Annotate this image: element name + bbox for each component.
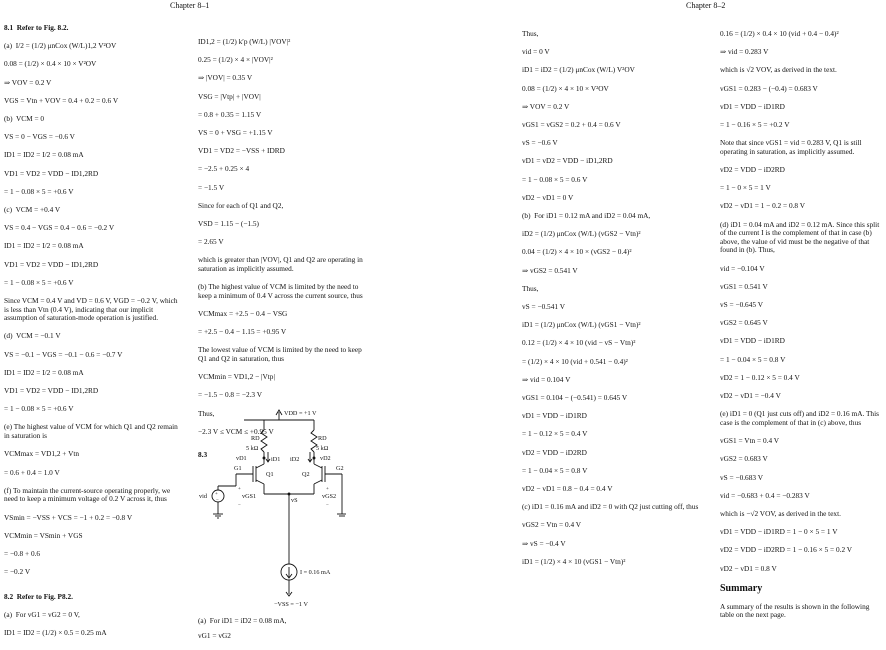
equation-line: ⇒ VOV = 0.2 V [4, 77, 52, 87]
text-paragraph: A summary of the results is shown in the following table on the next page. [720, 601, 870, 620]
vd2-label: vD2 [320, 455, 331, 462]
id2-label: iD2 [290, 456, 300, 463]
svg-text:−: − [326, 503, 329, 508]
equation-line: (a) For iD1 = iD2 = 0.08 mA, [198, 616, 287, 625]
equation-line: = 1 − 0.08 × 5 = +0.6 V [4, 277, 74, 287]
equation-line: vD2 − vD1 = 0.8 V [720, 563, 777, 573]
svg-text:−: − [216, 498, 219, 503]
g2-label: G2 [336, 465, 344, 472]
text-paragraph: (b) The highest value of VCM is limited by the need to keep a minimum of 0.4 V across the current source, thus [198, 282, 363, 300]
column-3 [522, 30, 702, 576]
equation-line: = +2.5 − 0.4 − 1.15 = +0.95 V [198, 327, 287, 337]
equation-line: which is √2 VOV, as derived in the text. [720, 65, 837, 75]
equation-line: VD1 = VD2 = VDD − ID1,2RD [4, 168, 99, 178]
equation-line: VS = 0.4 − VGS = 0.4 − 0.6 = −0.2 V [4, 223, 115, 233]
text-paragraph: (e) iD1 = 0 (Q1 just cuts off) and iD2 = 0.16 mA. This case is the complement of that in (c) above, thus [720, 409, 879, 427]
equation-line: vGS1 = vGS2 = 0.2 + 0.4 = 0.6 V [522, 120, 621, 130]
equation-line: VSG = |Vtp| + |VOV| [198, 91, 261, 101]
section-8-1-heading: 8.1 Refer to Fig. 8.2. [4, 23, 69, 32]
equation-line: VS = 0 + VSG = +1.15 V [198, 128, 273, 138]
svg-text:+: + [215, 492, 218, 497]
equation-line: vGS2 = Vtn = 0.4 V [522, 520, 582, 530]
differential-pair-circuit [196, 402, 346, 612]
equation-line: ID1 = ID2 = I/2 = 0.08 mA [4, 150, 84, 160]
equation-line: VCMmin = VD1,2 − |Vtp| [198, 372, 275, 382]
equation-line: VD1 = VD2 = VDD − ID1,2RD [4, 259, 99, 269]
equation-line: = 0.8 + 0.35 = 1.15 V [198, 109, 262, 119]
svg-text:+: + [238, 487, 241, 492]
equation-line: = 2.65 V [198, 237, 224, 247]
equation-line: VD1 = VD2 = VDD − ID1,2RD [4, 386, 99, 396]
equation-line: (b) VCM = 0 [4, 114, 45, 124]
equation-line: VCMmax = +2.5 − 0.4 − VSG [198, 309, 288, 319]
text-paragraph: (e) The highest value of VCM for which Q1 and Q2 remain in saturation is [4, 422, 178, 441]
equation-line: (a) I/2 = (1/2) μnCox (W/L)1,2 V²OV [4, 41, 117, 51]
rd-left-label: RD [251, 435, 260, 442]
id1-label: iD1 [271, 456, 281, 463]
equation-line: vD2 − vD1 = 1 − 0.2 = 0.8 V [720, 201, 806, 211]
equation-line: vGS1 = 0.283 − (−0.4) = 0.683 V [720, 83, 818, 93]
equation-line: −2.3 V ≤ VCM ≤ +0.95 V [198, 426, 274, 436]
equation-line: (a) For vG1 = vG2 = 0 V, [4, 609, 80, 619]
equation-line: = 1 − 0.04 × 5 = 0.8 V [720, 354, 786, 364]
text-paragraph: (f) To maintain the current-source operating properly, we need to keep a minimum voltage of 0.2 V across it, thus [4, 485, 171, 504]
equation-line: vid = −0.104 V [720, 263, 765, 273]
equation-line: vGS1 = Vtn = 0.4 V [720, 436, 780, 446]
equation-line: iD2 = (1/2) μnCox (W/L) (vGS2 − Vtn)² [522, 229, 641, 239]
text-paragraph: (c) iD1 = 0.16 mA and iD2 = 0 with Q2 just cutting off, thus [522, 502, 699, 512]
equation-line: = 0.6 + 0.4 = 1.0 V [4, 467, 60, 477]
equation-line: vid = −0.683 + 0.4 = −0.283 V [720, 490, 810, 500]
equation-line: vD1 = vD2 = VDD − iD1,2RD [522, 156, 613, 166]
equation-line: vD2 = VDD − iD2RD = 1 − 0.16 × 5 = 0.2 V [720, 545, 853, 555]
equation-line: = −1.5 − 0.8 = −2.3 V [198, 390, 263, 400]
equation-line: ⇒ |VOV| = 0.35 V [198, 73, 253, 83]
equation-line: vS = −0.645 V [720, 300, 763, 310]
equation-line: vD1 = VDD − iD1RD = 1 − 0 × 5 = 1 V [720, 527, 838, 537]
equation-line: = −2.5 + 0.25 × 4 [198, 164, 250, 174]
equation-line: which is −√2 VOV, as derived in the text. [720, 508, 841, 518]
equation-line: ID1 = ID2 = (1/2) × 0.5 = 0.25 mA [4, 628, 107, 638]
vgs2-label: vGS2 [322, 493, 337, 500]
vid-label: vid [199, 493, 207, 500]
text-paragraph: Note that since vGS1 = vid = 0.283 V, Q1 is still operating in saturation, as implicitly assumed. [720, 138, 862, 156]
equation-line: vD2 = VDD − iD2RD [720, 165, 785, 175]
vd1-label: vD1 [236, 455, 247, 462]
equation-line: iD1 = iD2 = (1/2) μnCox (W/L) V²OV [522, 65, 635, 75]
equation-line: VS = 0 − VGS = −0.6 V [4, 132, 75, 142]
equation-line: VCMmax = VD1,2 + Vtn [4, 449, 80, 459]
r-right-value: 5 kΩ [316, 445, 329, 452]
column-4 [720, 30, 882, 629]
equation-line: Thus, [198, 408, 215, 418]
equation-line: = 1 − 0.12 × 5 = 0.4 V [522, 429, 588, 439]
equation-line: ⇒ vid = 0.104 V [522, 374, 571, 384]
equation-line: iD1 = (1/2) μnCox (W/L) (vGS1 − Vtn)² [522, 320, 641, 330]
equation-line: vD2 = VDD − iD2RD [522, 447, 587, 457]
equation-line: 0.04 = (1/2) × 4 × 10 × (vGS2 − 0.4)² [522, 247, 632, 257]
equation-line: VCMmin = VSmin + VGS [4, 530, 83, 540]
equation-line: vD2 − vD1 = −0.4 V [720, 391, 781, 401]
equation-line: ⇒ vGS2 = 0.541 V [522, 265, 578, 275]
equation-line: (c) VCM = +0.4 V [4, 205, 61, 215]
column-1 [4, 24, 182, 647]
equation-line: 0.08 = (1/2) × 4 × 10 × V²OV [522, 83, 609, 93]
equation-line: = 1 − 0.16 × 5 = +0.2 V [720, 120, 790, 130]
summary-heading: Summary [720, 582, 763, 594]
equation-line: vD1 = VDD − iD1RD [720, 336, 785, 346]
text-paragraph: Since VCM = 0.4 V and VD = 0.6 V, VGD = −0.2 V, which is less than Vtn (0.4 V), indicating that our implicit assumption of saturation-mode operation is justified. [4, 296, 178, 323]
equation-line: = −1.5 V [198, 182, 225, 192]
equation-line: vD1 = VDD − iD1RD [720, 101, 785, 111]
equation-line: ⇒ vid = 0.283 V [720, 47, 769, 57]
equation-line: = 1 − 0.08 × 5 = 0.6 V [522, 174, 588, 184]
equation-line: Thus, [522, 283, 539, 293]
text-paragraph: which is greater than |VOV|, Q1 and Q2 are operating in saturation as implicitly assumed. [198, 255, 363, 274]
equation-line: Since for each of Q1 and Q2, [198, 200, 284, 210]
vss-label: −VSS = −1 V [274, 601, 308, 608]
rd-right-label: RD [318, 435, 327, 442]
equation-line: VD1 = VD2 = −VSS + IDRD [198, 146, 285, 156]
text-paragraph: The lowest value of VCM is limited by the need to keep Q1 and Q2 in saturation, thus [198, 345, 362, 364]
equation-line: vid = 0 V [522, 47, 550, 57]
equation-line: vD1 = VDD − iD1RD [522, 411, 587, 421]
page-header-left: Chapter 8–1 [170, 1, 210, 10]
equation-line: vS = −0.6 V [522, 138, 558, 148]
equation-line: ⇒ vS = −0.4 V [522, 538, 566, 548]
equation-line: 0.16 = (1/2) × 0.4 × 10 (vid + 0.4 − 0.4)² [720, 29, 839, 38]
vdd-label: VDD = +1 V [284, 410, 317, 417]
equation-line: VSD = 1.15 − (−1.5) [198, 219, 259, 229]
current-source-label: I = 0.16 mA [300, 569, 331, 576]
equation-line: vD2 = 1 − 0.12 × 5 = 0.4 V [720, 372, 800, 382]
q1-label: Q1 [266, 471, 274, 478]
equation-line: = −0.2 V [4, 567, 31, 577]
vs-label: vS [291, 497, 298, 504]
svg-text:+: + [326, 487, 329, 492]
page-header-right: Chapter 8–2 [686, 1, 726, 10]
equation-line: = 1 − 0.08 × 5 = +0.6 V [4, 186, 74, 196]
equation-line: vGS1 = 0.541 V [720, 281, 768, 291]
equation-line: 0.25 = (1/2) × 4 × |VOV|² [198, 55, 273, 65]
equation-line: vG1 = vG2 [198, 630, 231, 640]
equation-line: ID1,2 = (1/2) k′p (W/L) |VOV|² [198, 37, 291, 46]
text-paragraph: (d) iD1 = 0.04 mA and iD2 = 0.12 mA. Since this split of the current I is the complement of that in case (b) above, the value of vid must be the negative of that found in (b). Thus, [720, 219, 880, 255]
vgs1-label: vGS1 [242, 493, 257, 500]
section-8-3-heading: 8.3 [198, 449, 208, 459]
equation-line: vGS2 = 0.683 V [720, 454, 768, 464]
g1-label: G1 [234, 465, 242, 472]
equation-line: = −0.8 + 0.6 [4, 548, 41, 558]
equation-line: ID1 = ID2 = I/2 = 0.08 mA [4, 367, 84, 377]
equation-line: VS = −0.1 − VGS = −0.1 − 0.6 = −0.7 V [4, 349, 123, 359]
column-2-bottom [198, 617, 370, 650]
equation-line: vS = −0.683 V [720, 472, 763, 482]
equation-line: = 1 − 0 × 5 = 1 V [720, 183, 771, 193]
equation-line: vGS2 = 0.645 V [720, 318, 768, 328]
equation-line: Thus, [522, 29, 539, 38]
equation-line: 0.08 = (1/2) × 0.4 × 10 × V²OV [4, 59, 97, 69]
equation-line: VSmin = −VSS + VCS = −1 + 0.2 = −0.8 V [4, 512, 133, 522]
equation-line: ⇒ VOV = 0.2 V [522, 101, 570, 111]
equation-line: ID1 = ID2 = I/2 = 0.08 mA [4, 241, 84, 251]
equation-line: = (1/2) × 4 × 10 (vid + 0.541 − 0.4)² [522, 356, 628, 366]
svg-text:−: − [238, 503, 241, 508]
equation-line: vD2 − vD1 = 0.8 − 0.4 = 0.4 V [522, 484, 613, 494]
equation-line: iD1 = (1/2) × 4 × 10 (vGS1 − Vtn)² [522, 556, 626, 566]
equation-line: 0.12 = (1/2) × 4 × 10 (vid − vS − Vtn)² [522, 338, 636, 348]
equation-line: VGS = Vtn + VOV = 0.4 + 0.2 = 0.6 V [4, 95, 119, 105]
equation-line: vS = −0.541 V [522, 302, 565, 312]
equation-line: (d) VCM = −0.1 V [4, 331, 61, 341]
equation-line: vD2 − vD1 = 0 V [522, 192, 574, 202]
equation-line: = 1 − 0.04 × 5 = 0.8 V [522, 465, 588, 475]
equation-line: = 1 − 0.08 × 5 = +0.6 V [4, 404, 74, 414]
equation-line: vGS1 = 0.104 − (−0.541) = 0.645 V [522, 393, 628, 403]
section-8-2-heading: 8.2 Refer to Fig. P8.2. [4, 591, 73, 601]
q2-label: Q2 [302, 471, 310, 478]
r-left-value: 5 kΩ [246, 445, 259, 452]
equation-line: (b) For iD1 = 0.12 mA and iD2 = 0.04 mA, [522, 211, 651, 221]
